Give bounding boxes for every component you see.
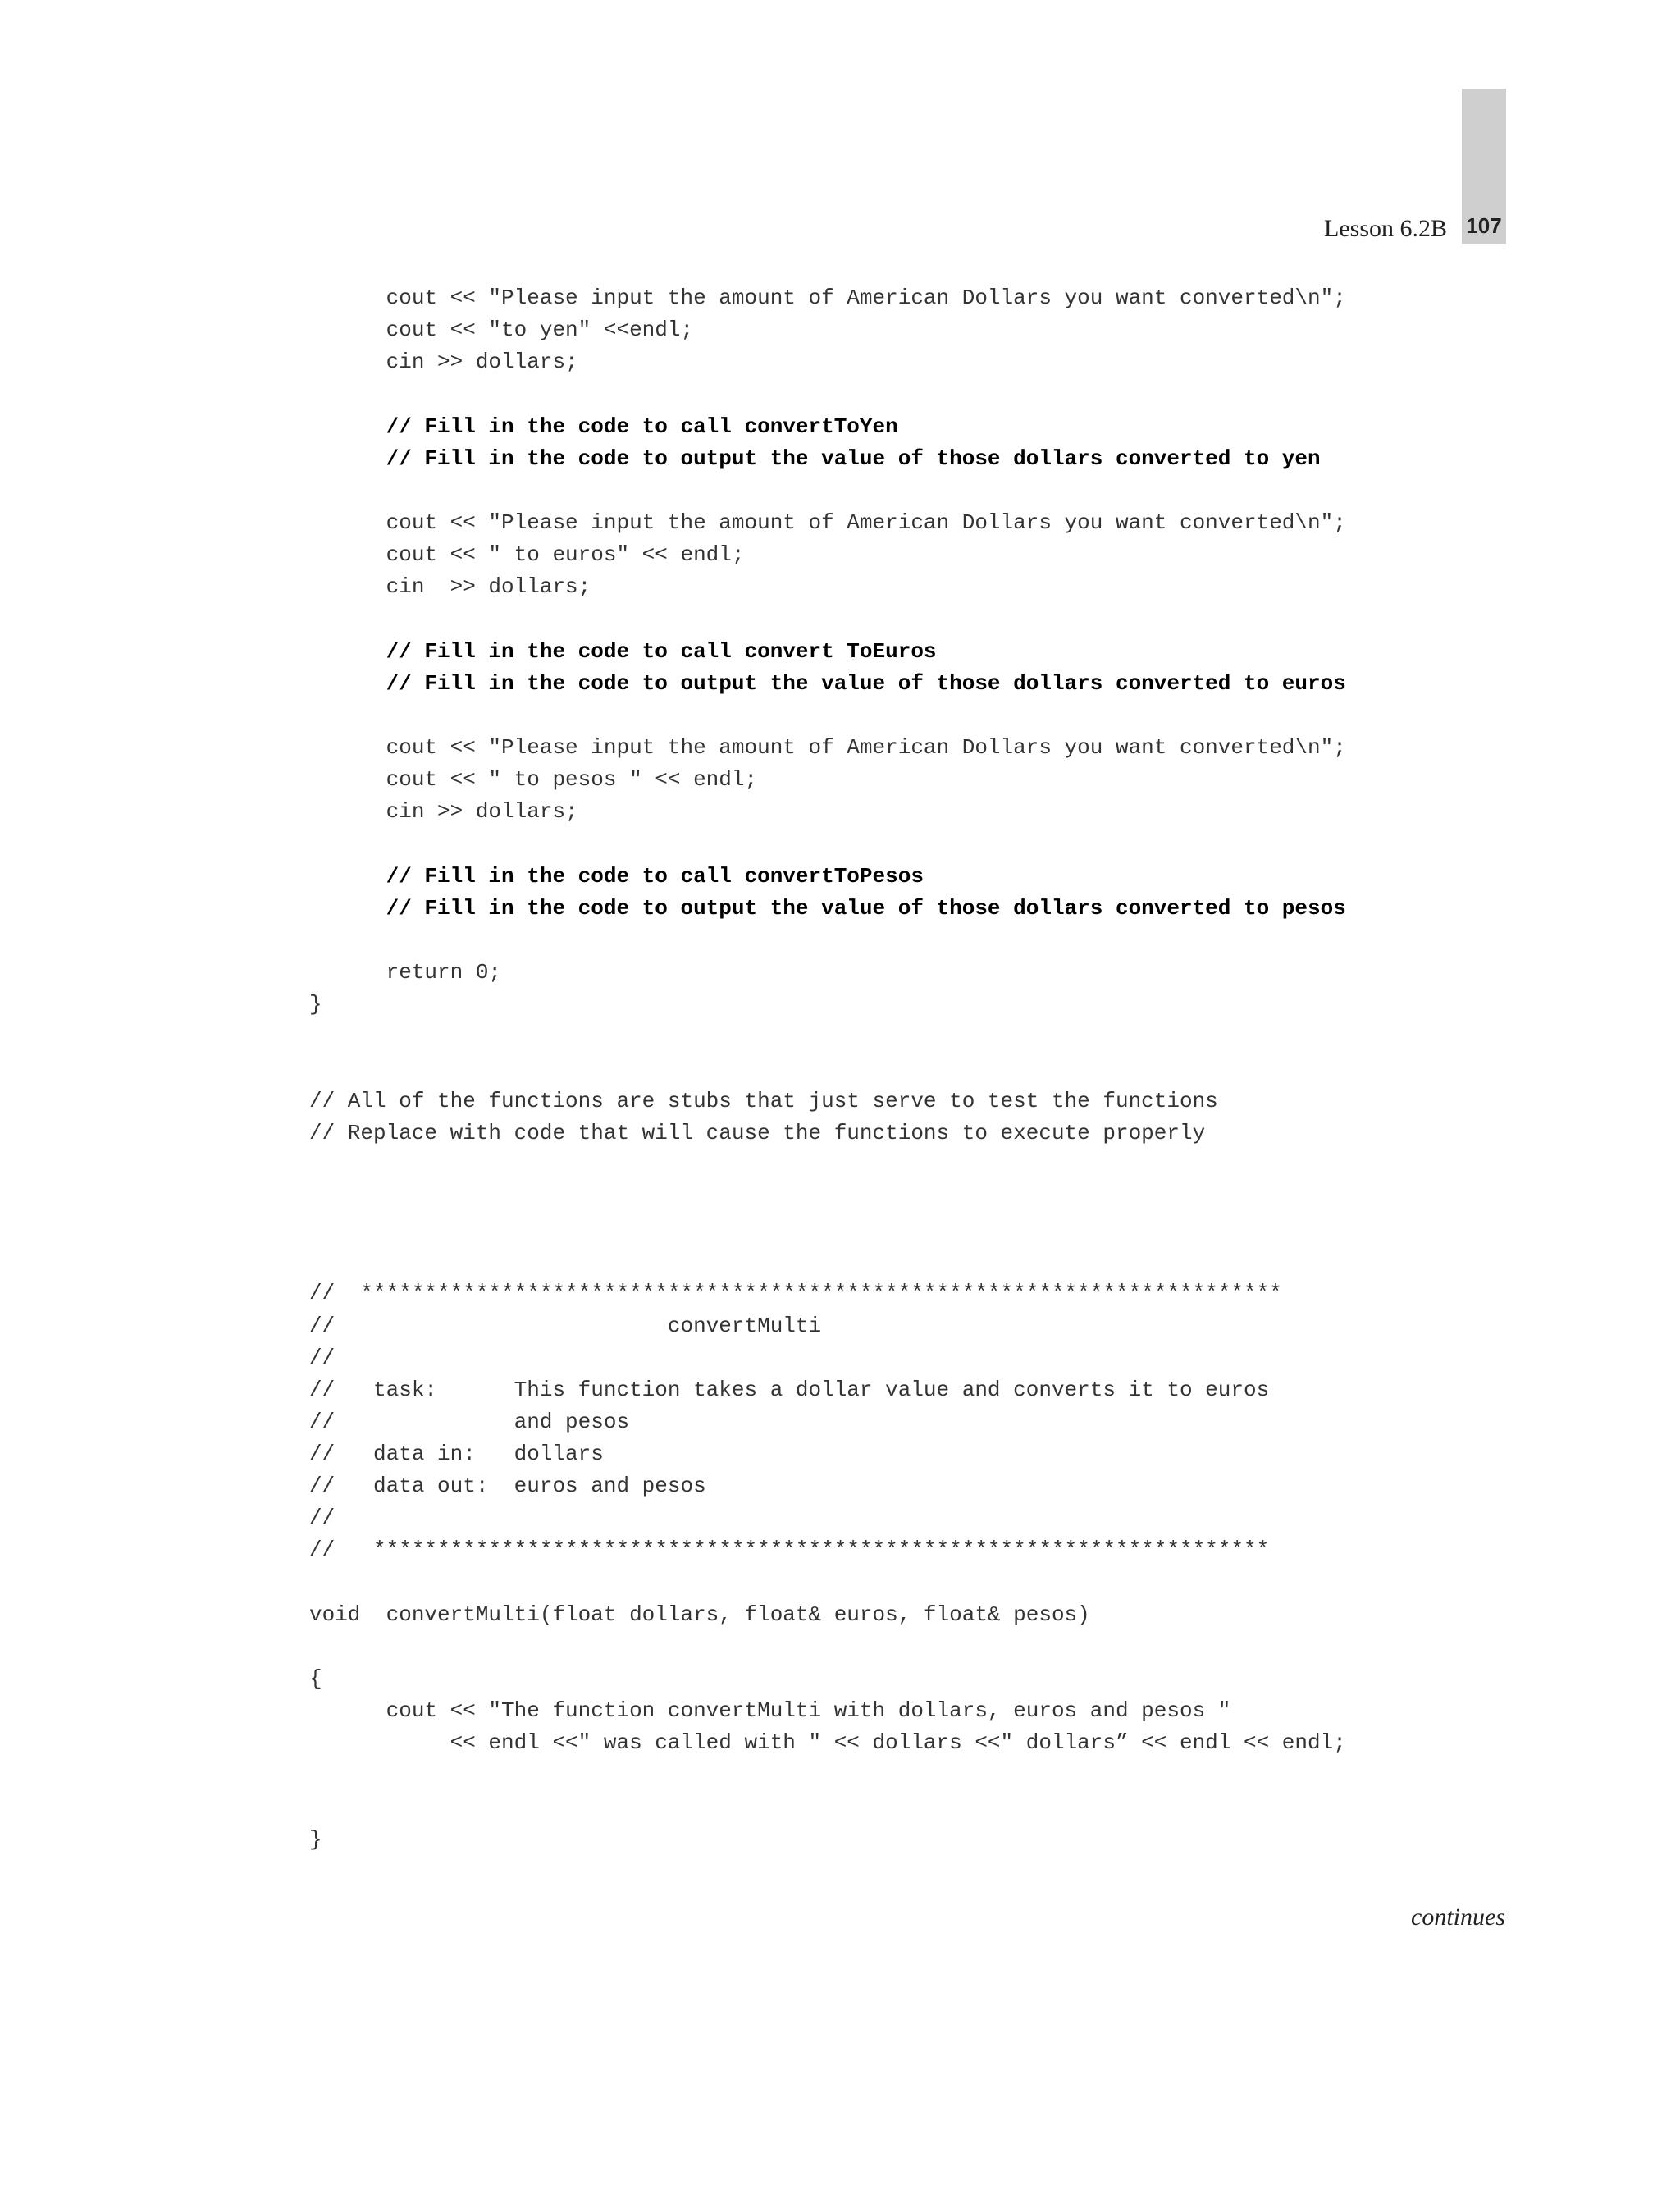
code-line [309, 1053, 1346, 1085]
code-line [309, 1567, 1346, 1599]
code-line [309, 1792, 1346, 1824]
code-line [309, 1213, 1346, 1245]
code-line: // All of the functions are stubs that just serve to test the functions [309, 1088, 1218, 1113]
code-line: // Fill in the code to output the value of those dollars converted to yen [309, 446, 1321, 471]
code-line: cout << " to euros" << endl; [309, 542, 745, 568]
code-line [309, 378, 1346, 410]
code-line: // convertMulti [309, 1313, 822, 1338]
lesson-label: Lesson 6.2B [1324, 215, 1447, 242]
code-line: // [309, 1345, 336, 1370]
code-line: cout << " to pesos " << endl; [309, 767, 758, 793]
code-line [309, 925, 1346, 957]
code-line [309, 700, 1346, 732]
code-line: // [309, 1506, 336, 1531]
code-line: cout << "The function convertMulti with dollars, euros and pesos " [309, 1698, 1231, 1724]
code-line: cin >> dollars; [309, 574, 591, 600]
code-line [309, 1149, 1346, 1181]
code-line: // Fill in the code to call convertToPesos [309, 863, 924, 889]
code-line: // task: This function takes a dollar value and converts it to euros [309, 1377, 1270, 1402]
page-number: 107 [1466, 213, 1502, 238]
code-line: cout << "Please input the amount of American Dollars you want converted\n"; [309, 734, 1346, 760]
code-line: cout << "to yen" <<endl; [309, 318, 694, 343]
code-line [309, 603, 1346, 635]
code-line: // and pesos [309, 1409, 630, 1434]
code-line: // Fill in the code to output the value of those dollars converted to pesos [309, 895, 1346, 921]
code-line: // Fill in the code to output the value of those dollars converted to euros [309, 670, 1346, 696]
code-line: // ************************************************************************ [309, 1281, 1282, 1306]
code-line [309, 475, 1346, 507]
code-line [309, 1759, 1346, 1791]
code-listing [309, 282, 1346, 1856]
code-line: // Fill in the code to call convert ToEuros [309, 638, 937, 664]
code-line: cout << "Please input the amount of American Dollars you want converted\n"; [309, 510, 1346, 535]
code-line: { [309, 1666, 322, 1692]
code-line: << endl <<" was called with " << dollars <<" dollars” << endl << endl; [309, 1730, 1346, 1756]
continues-label: continues [1411, 1903, 1505, 1931]
code-line: // Fill in the code to call convertToYen [309, 414, 898, 439]
code-line: // ********************************************************************** [309, 1538, 1270, 1563]
code-line: return 0; [309, 959, 502, 985]
code-line: // Replace with code that will cause the functions to execute properly [309, 1120, 1206, 1145]
code-line: // data in: dollars [309, 1442, 604, 1467]
code-line: } [309, 992, 322, 1017]
code-line: cin >> dollars; [309, 350, 578, 375]
code-line: void convertMulti(float dollars, float& euros, float& pesos) [309, 1602, 1090, 1627]
code-line [309, 1181, 1346, 1213]
code-line [309, 1021, 1346, 1053]
code-line [309, 1631, 1346, 1663]
code-line: // data out: euros and pesos [309, 1474, 706, 1499]
code-line [309, 828, 1346, 860]
code-line: cin >> dollars; [309, 799, 578, 825]
code-line [309, 1245, 1346, 1277]
code-line: cout << "Please input the amount of American Dollars you want converted\n"; [309, 286, 1346, 310]
code-line: } [309, 1826, 322, 1852]
